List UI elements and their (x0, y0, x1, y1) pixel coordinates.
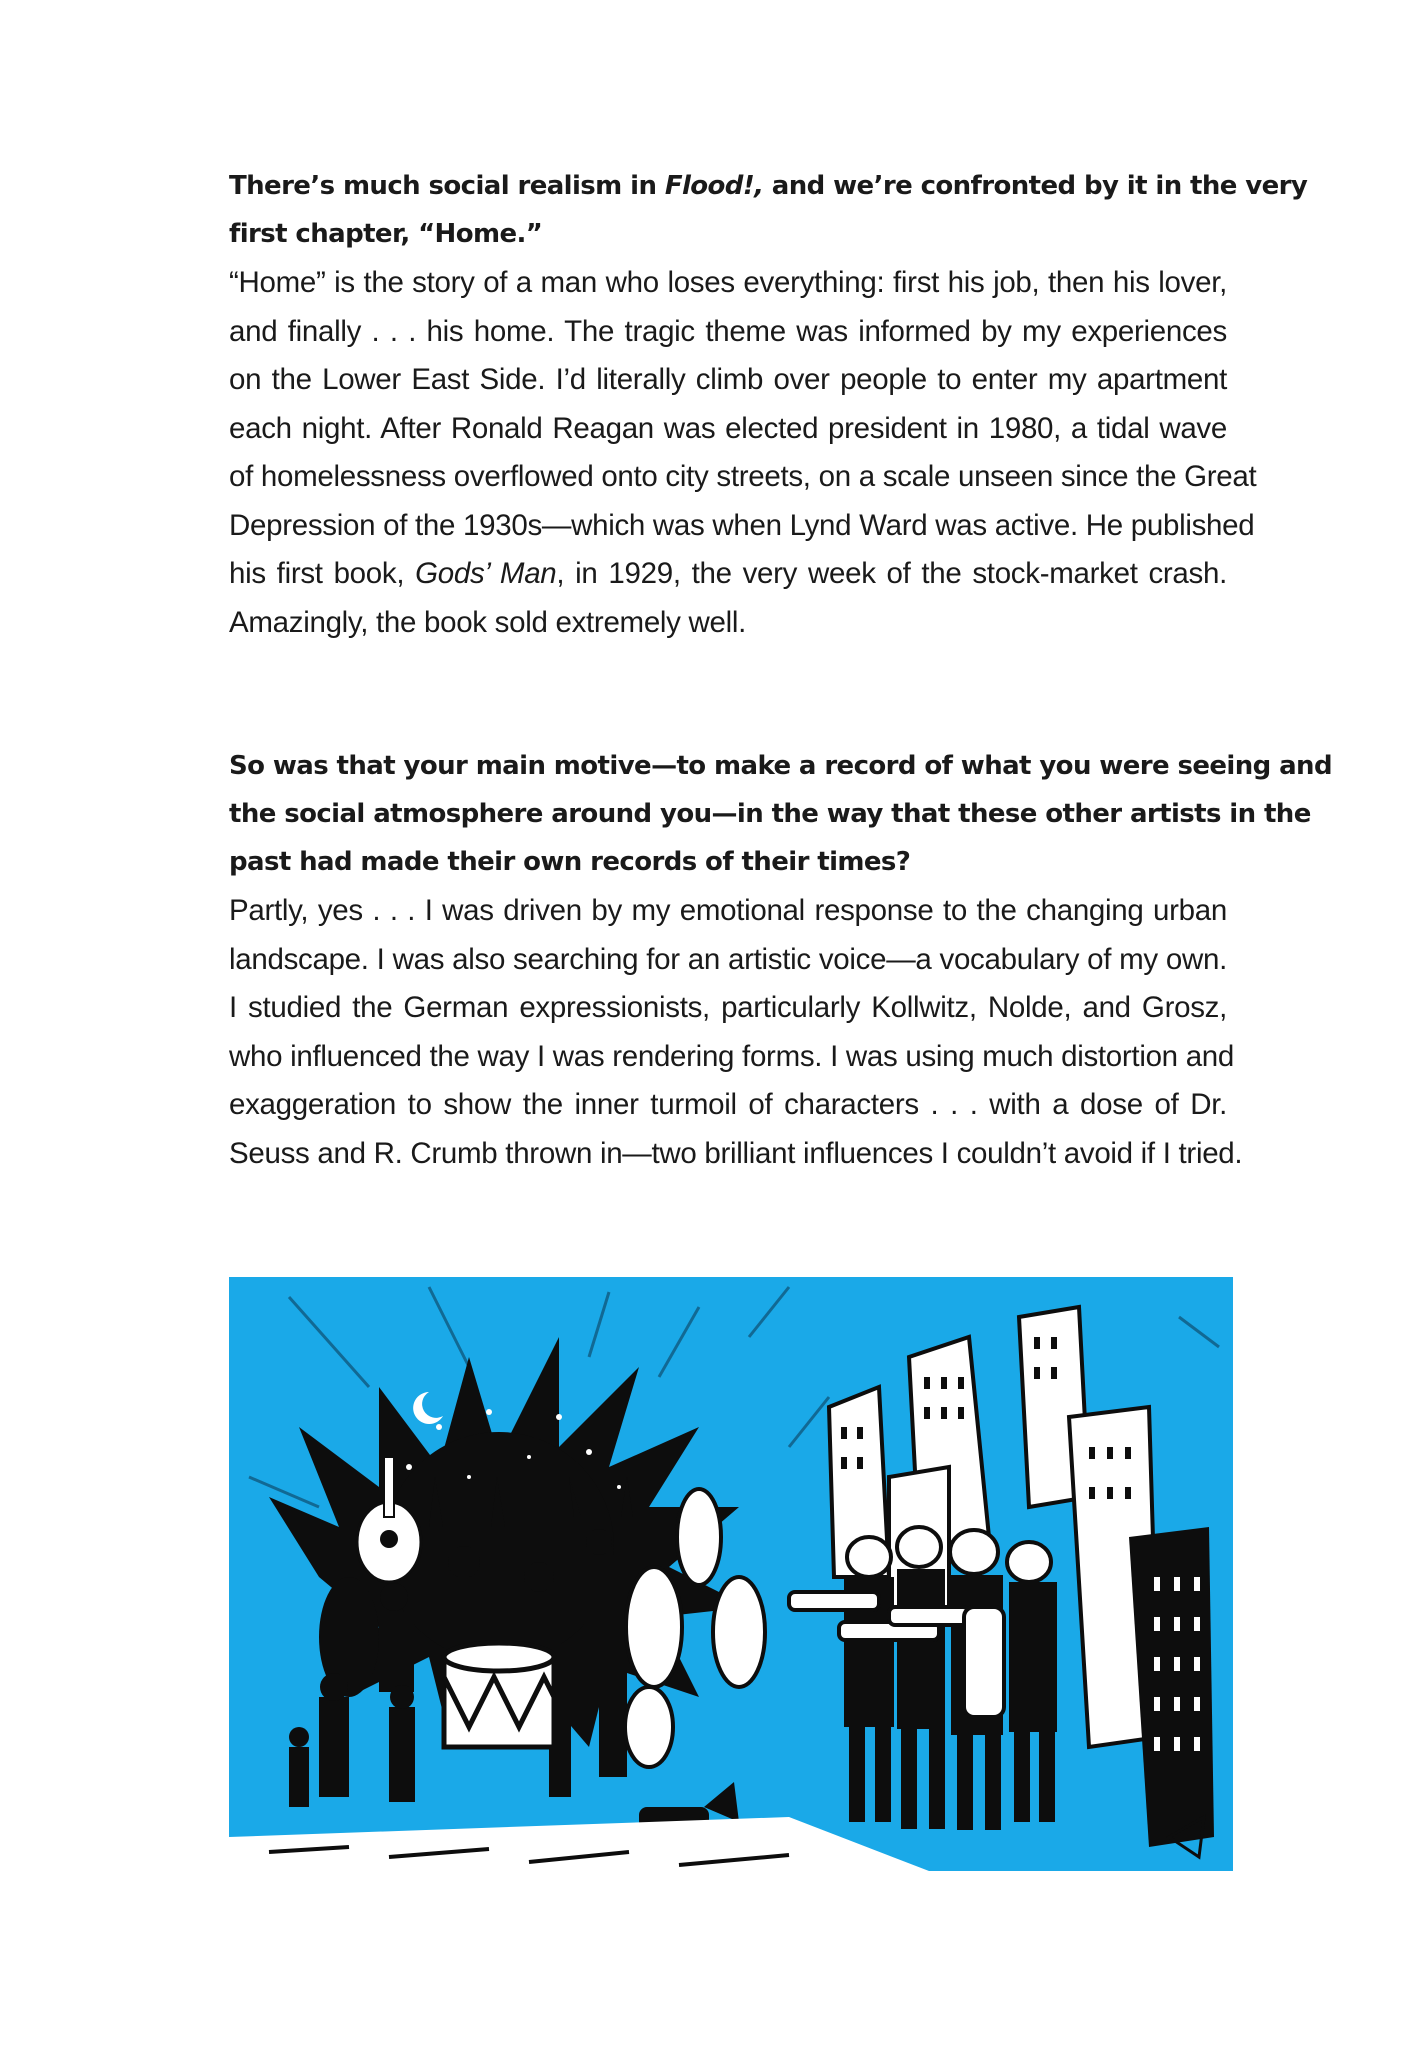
answer-1-line: “Home” is the story of a man who loses everything: first his job, then his lover, (229, 266, 1227, 299)
answer-1-line: on the Lower East Side. I’d literally climb over people to enter my apartment (229, 363, 1227, 396)
question-1-line (229, 162, 1308, 210)
question-2 (229, 742, 1332, 886)
question-1-text: There’s much social realism in (229, 171, 665, 201)
question-1-line: first chapter, “Home.” (229, 219, 543, 249)
question-1 (229, 162, 1308, 258)
answer-2-line: landscape. I was also searching for an artistic voice—a vocabulary of my own. (229, 942, 1227, 976)
book-title: Flood!, (664, 171, 764, 201)
answer-2-line: who influenced the way I was rendering forms. I was using much distortion and (229, 1039, 1235, 1073)
question-2-line: past had made their own records of their times? (229, 847, 911, 877)
answer-1-line: each night. After Ronald Reagan was elected president in 1980, a tidal wave (229, 411, 1227, 445)
question-1-text: and we’re confronted by it in the very (763, 171, 1308, 201)
answer-2-line: I studied the German expressionists, particularly Kollwitz, Nolde, and Grosz, (229, 991, 1227, 1024)
answer-1-line (229, 550, 1227, 599)
answer-2-line: Seuss and R. Crumb thrown in—two brilliant influences I couldn’t avoid if I tried. (229, 1136, 1243, 1170)
answer-1-line: and finally . . . his home. The tragic theme was informed by my experiences (229, 314, 1227, 348)
book-title: Gods’ Man (415, 557, 557, 590)
question-2-line: So was that your main motive—to make a record of what you were seeing and (229, 751, 1332, 781)
answer-2-line: Partly, yes . . . I was driven by my emotional response to the changing urban (229, 894, 1227, 927)
answer-1 (229, 259, 1257, 647)
answer-2-line: exaggeration to show the inner turmoil of characters . . . with a dose of Dr. (229, 1088, 1227, 1121)
answer-1-line: Depression of the 1930s—which was when Lynd Ward was active. He published (229, 508, 1255, 542)
answer-2 (229, 887, 1243, 1178)
woodcut-illustration (229, 1277, 1233, 1871)
answer-1-text: , in 1929, the very week of the stock-market crash. (556, 557, 1227, 590)
question-2-line: the social atmosphere around you—in the way that these other artists in the (229, 799, 1311, 829)
answer-1-line: of homelessness overflowed onto city streets, on a scale unseen since the Great (229, 460, 1257, 493)
answer-1-line: Amazingly, the book sold extremely well. (229, 605, 747, 639)
illustration-svg (229, 1277, 1233, 1871)
drum (444, 1643, 554, 1747)
answer-1-text: his first book, (229, 557, 416, 590)
